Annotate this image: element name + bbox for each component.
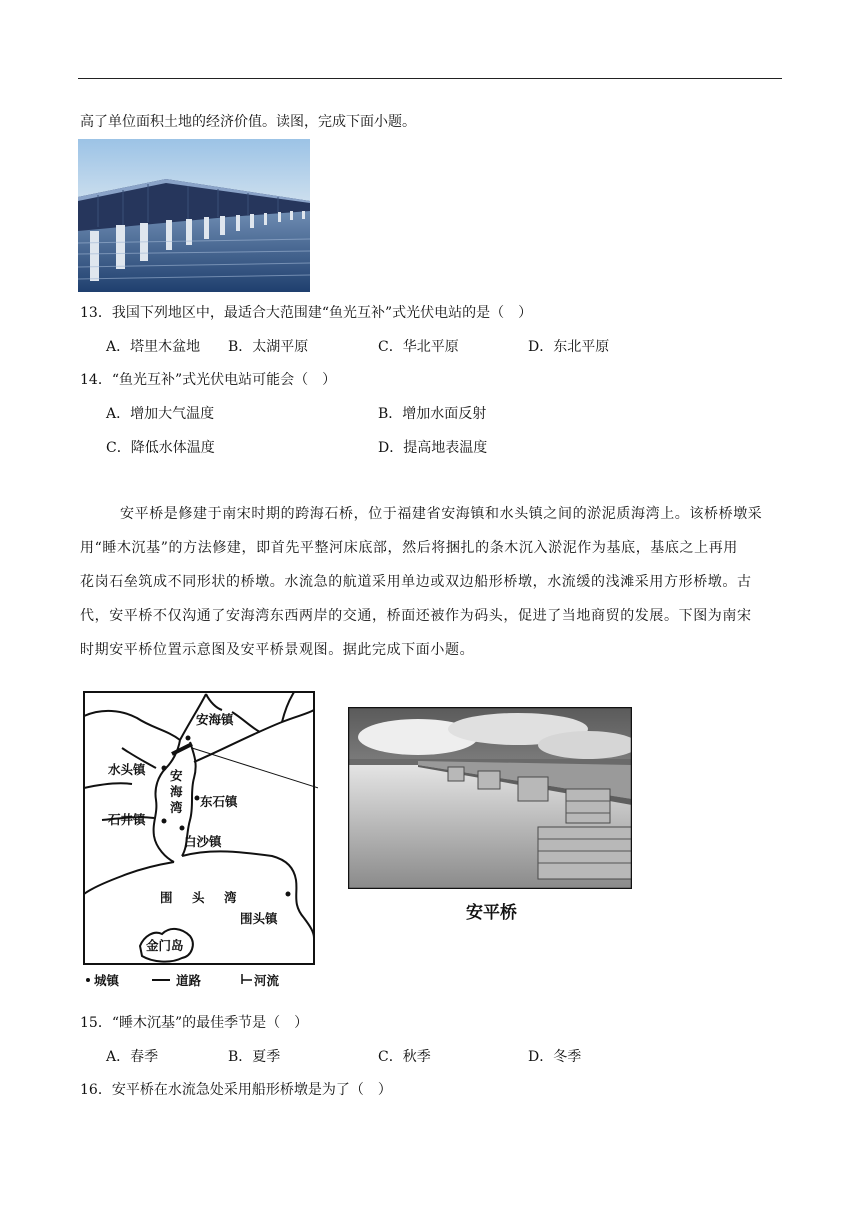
map-bay-weitou-3: 湾 [224,890,237,905]
map-label-anhai: 安海镇 [196,712,234,727]
question-14-option-b: B．增加水面反射 [378,406,487,422]
legend-town-symbol [86,978,90,982]
map-label-dongshi: 东石镇 [200,794,238,809]
question-15-option-a: A．春季 [106,1049,159,1065]
question-15-stem: 15．“睡木沉基”的最佳季节是（ ） [80,1015,309,1031]
anping-bridge-photo [348,707,632,889]
question-14-option-c: C．降低水体温度 [106,440,215,456]
question-13-option-d: D．东北平原 [528,339,610,355]
legend-river: 河流 [254,973,280,988]
question-14-option-d: D．提高地表温度 [378,440,488,456]
passage-line: 花岗石垒筑成不同形状的桥墩。水流急的航道采用单边或双边船形桥墩，水流缓的浅滩采用方形桥墩。古 [80,574,752,590]
question-15-option-b: B．夏季 [228,1049,281,1065]
question-14-option-a: A．增加大气温度 [106,406,215,422]
question-15-option-c: C．秋季 [378,1049,431,1065]
bridge-photo-caption: 安平桥 [466,903,517,923]
map-label-baisha: 白沙镇 [184,834,222,849]
solar-farm-photo [78,139,310,292]
map-bay-anhai-3: 湾 [170,800,183,815]
passage-line: 代，安平桥不仅沟通了安海湾东西两岸的交通，桥面还被作为码头，促进了当地商贸的发展。下图为南宋 [80,608,752,624]
map-label-shuitou: 水头镇 [108,762,146,777]
reading-passage [80,497,784,667]
map-bay-anhai-1: 安 [170,768,183,783]
question-14-stem: 14．“鱼光互补”式光伏电站可能会（ ） [80,372,337,388]
map-label-weitou: 围头镇 [240,911,278,926]
intro-line: 高了单位面积土地的经济价值。读图，完成下面小题。 [80,114,416,130]
map-bay-weitou-2: 头 [192,890,205,905]
passage-line: 时期安平桥位置示意图及安平桥景观图。据此完成下面小题。 [80,642,475,658]
question-13-stem: 13．我国下列地区中，最适合大范围建“鱼光互补”式光伏电站的是（ ） [80,305,533,321]
passage-line: 用“睡木沉基”的方法修建，即首先平整河床底部，然后将捆扎的条木沉入淤泥作为基底，基底之上再用 [80,540,738,556]
map-label-shijing: 石井镇 [108,812,146,827]
anping-bridge-location-map [82,688,318,990]
question-13-option-b: B．太湖平原 [228,339,309,355]
map-bay-anhai-2: 海 [170,784,183,799]
passage-line: 安平桥是修建于南宋时期的跨海石桥，位于福建省安海镇和水头镇之间的淤泥质海湾上。该桥桥墩采 [120,506,763,522]
question-13-option-c: C．华北平原 [378,339,459,355]
map-label-jinmen: 金门岛 [146,938,184,953]
map-bay-weitou-1: 围 [160,890,173,905]
question-15-option-d: D．冬季 [528,1049,582,1065]
question-13-option-a: A．塔里木盆地 [106,339,201,355]
legend-road: 道路 [176,973,202,988]
legend-river-symbol [242,974,252,984]
header-rule [78,78,782,79]
question-16-stem: 16．安平桥在水流急处采用船形桥墩是为了（ ） [80,1082,392,1098]
legend-town: 城镇 [94,973,120,988]
